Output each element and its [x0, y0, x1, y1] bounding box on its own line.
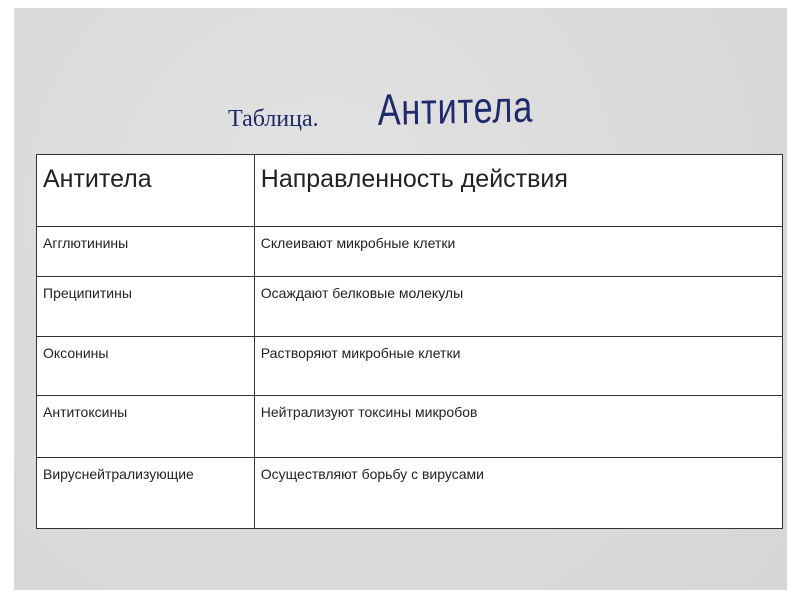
antibody-action: Осуществляют борьбу с вирусами [254, 458, 782, 529]
antibody-name: Антитоксины [37, 396, 255, 458]
table-row [37, 396, 783, 458]
header-action: Направленность действия [254, 155, 782, 227]
antibody-name: Вируснейтрализующие [37, 458, 255, 529]
antibody-action: Растворяют микробные клетки [254, 337, 782, 396]
antibody-action: Склеивают микробные клетки [254, 227, 782, 277]
table-row [37, 277, 783, 337]
table-row [37, 337, 783, 396]
antibody-name: Агглютинины [37, 227, 255, 277]
antibody-name: Преципитины [37, 277, 255, 337]
header-antibodies: Антитела [37, 155, 255, 227]
antibody-action: Осаждают белковые молекулы [254, 277, 782, 337]
table-row [37, 227, 783, 277]
table-row [37, 458, 783, 529]
caption-prefix: Таблица. [228, 106, 319, 132]
slide-title: Антитела [377, 82, 534, 136]
antibodies-table [36, 154, 783, 529]
antibody-name: Оксонины [37, 337, 255, 396]
table-header-row [37, 155, 783, 227]
antibody-action: Нейтрализуют токсины микробов [254, 396, 782, 458]
